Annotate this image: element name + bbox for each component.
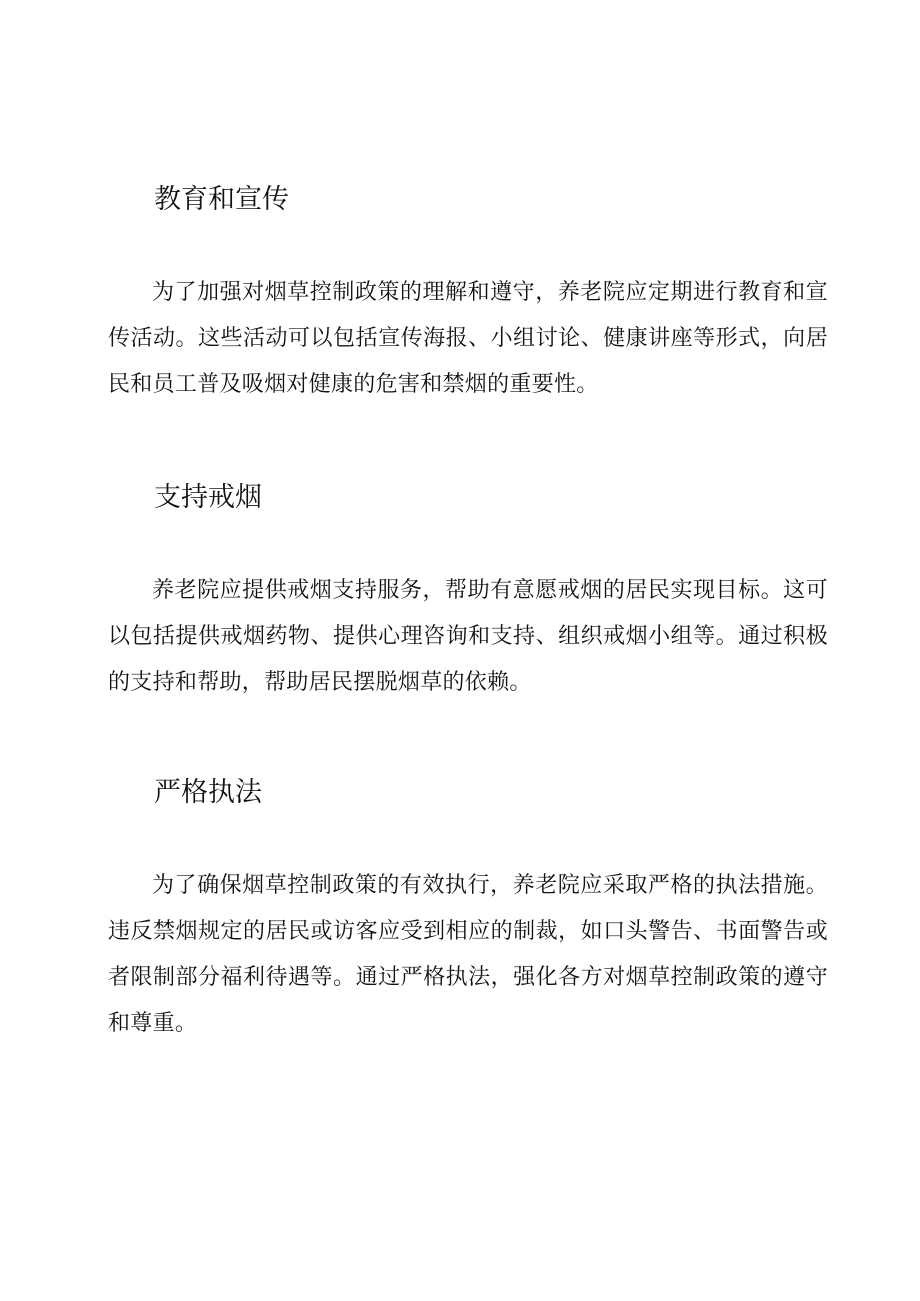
section-heading: 教育和宣传: [154, 184, 289, 215]
section-paragraph: 为了加强对烟草控制政策的理解和遵守，养老院应定期进行教育和宣传活动。这些活动可以包括宣传海报、小组讨论、健康讲座等形式，向居民和员工普及吸烟对健康的危害和禁烟的重要性。: [108, 280, 828, 397]
section-paragraph: 为了确保烟草控制政策的有效执行，养老院应采取严格的执法措施。违反禁烟规定的居民或访客应受到相应的制裁，如口头警告、书面警告或者限制部分福利待遇等。通过严格执法，强化各方对烟草控制政策的遵守和尊重。: [108, 873, 828, 1036]
section-heading: 支持戒烟: [154, 482, 262, 513]
section-education: [108, 180, 828, 408]
section-heading: 严格执法: [154, 777, 262, 808]
section-quit-support: [108, 478, 828, 706]
section-enforcement: [108, 773, 828, 1047]
section-paragraph: 养老院应提供戒烟支持服务，帮助有意愿戒烟的居民实现目标。这可以包括提供戒烟药物、提供心理咨询和支持、组织戒烟小组等。通过积极的支持和帮助，帮助居民摆脱烟草的依赖。: [108, 578, 828, 695]
